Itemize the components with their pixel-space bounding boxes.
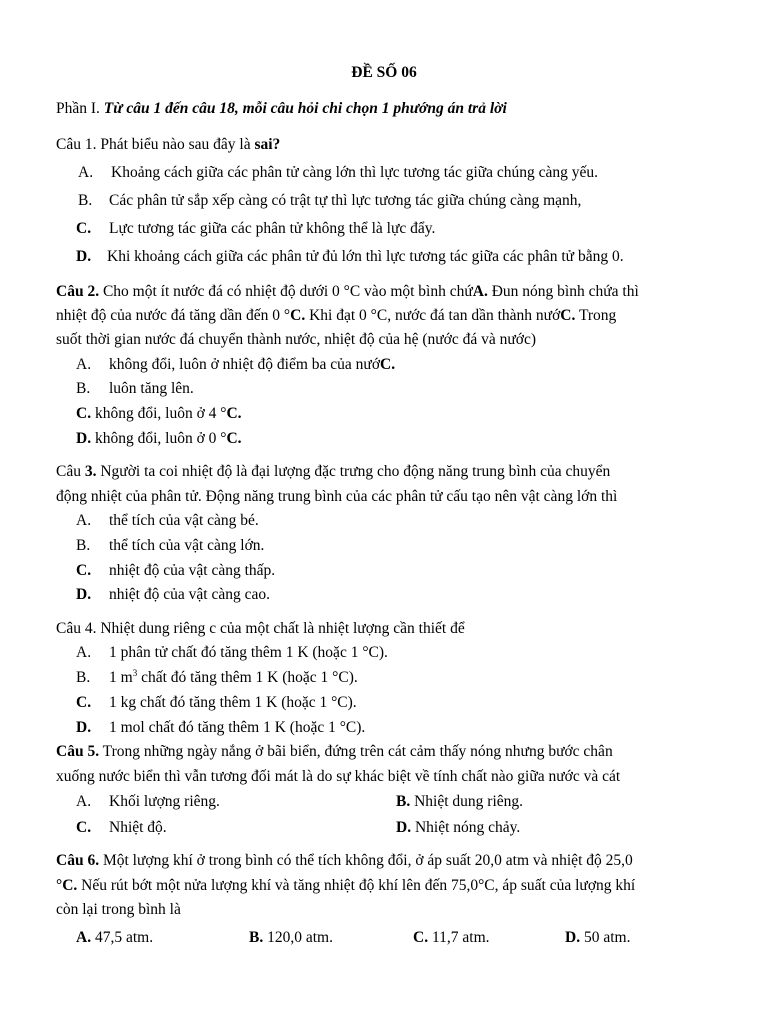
option-letter: B. (76, 380, 91, 397)
option-text: Nhiệt dung riêng. (410, 793, 524, 810)
q5-option-b (396, 792, 523, 812)
q1-option-a (78, 163, 599, 183)
q2-text: Cho một ít nước đá có nhiệt độ dưới 0 °C vào một bình chứ (99, 283, 473, 300)
q5-option-d (396, 818, 520, 838)
q2-text: Trong (575, 307, 617, 324)
q2-bold: C. (290, 307, 306, 324)
option-text: Lực tương tác giữa các phân tử không thể là lực đẩy. (109, 220, 436, 237)
option-text: không đổi, luôn ở 4 ° (91, 405, 227, 422)
q1-option-c (76, 219, 436, 239)
q3-text: Người ta coi nhiệt độ là đại lượng đặc trưng cho động năng trung bình của chuyển (96, 463, 611, 480)
q3-prefix: Câu (56, 463, 85, 480)
q5-text: Trong những ngày nắng ở bãi biển, đứng trên cát cảm thấy nóng nhưng bước chân (99, 743, 613, 760)
q4-stem: Câu 4. Nhiệt dung riêng c của một chất là nhiệt lượng cần thiết để (56, 620, 465, 637)
q2-option-d (76, 429, 242, 449)
option-letter: A. (76, 356, 92, 373)
q6-line-3: còn lại trong bình là (56, 901, 181, 918)
option-text: không đổi, luôn ở 0 ° (91, 430, 227, 447)
q6-text: Nếu rút bớt một nửa lượng khí và tăng nhiệt độ khí lên đến 75,0°C, áp suất của lượng khí (77, 877, 636, 894)
option-text: 11,7 atm. (428, 929, 490, 946)
option-text: 1 m (109, 669, 133, 686)
q1-stem-text: Câu 1. Phát biểu nào sau đây là (56, 136, 255, 153)
option-text: thể tích của vật càng lớn. (109, 537, 265, 554)
page-title: ĐỀ SỐ 06 (351, 64, 417, 81)
option-letter: C. (76, 405, 92, 422)
q4-option-c (76, 693, 357, 713)
option-letter: D. (76, 586, 92, 603)
q3-option-d (76, 585, 270, 605)
option-text: 1 phân tử chất đó tăng thêm 1 K (hoặc 1 °C). (109, 644, 388, 661)
option-text: Nhiệt độ. (109, 819, 167, 836)
q6-option-b (249, 928, 333, 948)
part1-prefix: Phần I. (56, 100, 104, 117)
q2-line-3: suốt thời gian nước đá chuyển thành nước, nhiệt độ của hệ (nước đá và nước) (56, 331, 537, 348)
q2-text: Đun nóng bình chứa thì (487, 283, 639, 300)
part1-heading (56, 99, 507, 119)
q1-option-b (78, 191, 582, 211)
option-letter: A. (76, 644, 92, 661)
q6-option-a (76, 928, 153, 948)
q6-bold: °C. (56, 877, 78, 894)
option-text: chất đó tăng thêm 1 K (hoặc 1 °C). (137, 669, 358, 686)
q4-option-b (76, 668, 358, 688)
q6-line-1 (56, 851, 633, 871)
option-letter: D. (565, 929, 581, 946)
option-letter: A. (76, 929, 92, 946)
option-text-wrap (109, 668, 358, 688)
option-letter: C. (413, 929, 429, 946)
option-text: Các phân tử sắp xếp càng có trật tự thì lực tương tác giữa chúng càng mạnh, (109, 192, 582, 209)
q5-option-a (76, 792, 220, 812)
q2-option-c (76, 404, 242, 424)
option-letter: B. (76, 537, 91, 554)
option-text-wrap (109, 355, 395, 375)
q2-text: nhiệt độ của nước đá tăng dần đến 0 ° (56, 307, 291, 324)
q3-line-2: động nhiệt của phân tử. Động năng trung bình của các phân tử cấu tạo nên vật càng lớn thì (56, 488, 618, 505)
q1-option-d (76, 247, 624, 267)
option-letter: D. (76, 430, 92, 447)
option-text: Khối lượng riêng. (109, 793, 220, 810)
q2-line-2 (56, 306, 616, 326)
q3-option-a (76, 511, 259, 531)
option-letter: A. (76, 512, 92, 529)
option-letter: C. (76, 819, 92, 836)
option-text: Khi khoảng cách giữa các phân tử đủ lớn thì lực tương tác giữa các phân tử bằng 0. (107, 248, 624, 265)
option-letter: D. (76, 248, 92, 265)
q5-line-2: xuống nước biển thì vẫn tương đối mát là do sự khác biệt về tính chất nào giữa nước và cát (56, 768, 621, 785)
option-text: Nhiệt nóng chảy. (411, 819, 521, 836)
q5-line-1 (56, 742, 613, 762)
q6-text: Một lượng khí ở trong bình có thể tích không đổi, ở áp suất 20,0 atm và nhiệt độ 25,0 (99, 852, 633, 869)
q2-option-b (76, 379, 194, 399)
option-letter: C. (76, 220, 92, 237)
option-text: 1 mol chất đó tăng thêm 1 K (hoặc 1 °C). (109, 719, 366, 736)
q2-bold: C. (560, 307, 576, 324)
q3-number: 3. (84, 463, 97, 480)
q4-option-a (76, 643, 388, 663)
option-text: 1 kg chất đó tăng thêm 1 K (hoặc 1 °C). (109, 694, 357, 711)
option-tail: C. (226, 430, 242, 447)
option-letter: A. (76, 793, 92, 810)
option-text: thể tích của vật càng bé. (109, 512, 259, 529)
option-letter: A. (78, 164, 94, 181)
q6-option-c (413, 928, 490, 948)
q5-option-c (76, 818, 167, 838)
option-text: nhiệt độ của vật càng cao. (109, 586, 270, 603)
q1-stem-bold: sai? (254, 136, 281, 153)
q2-line-1 (56, 282, 639, 302)
q1-stem (56, 135, 280, 155)
option-text: nhiệt độ của vật càng thấp. (109, 562, 276, 579)
option-tail: C. (380, 356, 396, 373)
option-letter: D. (396, 819, 412, 836)
q6-option-d (565, 928, 630, 948)
option-text: 50 atm. (580, 929, 631, 946)
option-text: không đổi, luôn ở nhiệt độ điểm ba của nướ (109, 356, 381, 373)
option-text: 120,0 atm. (263, 929, 333, 946)
option-letter: C. (76, 694, 92, 711)
option-text: Khoảng cách giữa các phân tử càng lớn thì lực tương tác giữa chúng càng yếu. (111, 164, 599, 181)
q2-bold: A. (472, 283, 488, 300)
superscript: 3 (132, 668, 138, 678)
q6-line-2 (56, 876, 635, 896)
option-text: 47,5 atm. (91, 929, 154, 946)
q6-number: Câu 6. (56, 852, 100, 869)
option-letter: B. (78, 192, 93, 209)
q2-option-a (76, 355, 396, 375)
option-letter: C. (76, 562, 92, 579)
option-text: luôn tăng lên. (109, 380, 194, 397)
q2-text: Khi đạt 0 °C, nước đá tan dần thành nướ (305, 307, 561, 324)
option-tail: C. (226, 405, 242, 422)
part1-instruction: Từ câu 1 đến câu 18, mỗi câu hỏi chi chọn 1 phướng án trả lời (103, 100, 507, 117)
option-letter: D. (76, 719, 92, 736)
q3-line-1 (56, 462, 610, 482)
option-letter: B. (396, 793, 411, 810)
q4-option-d (76, 718, 366, 738)
option-letter: B. (249, 929, 264, 946)
q5-number: Câu 5. (56, 743, 100, 760)
option-letter: B. (76, 669, 91, 686)
q3-option-b (76, 536, 265, 556)
q3-option-c (76, 561, 276, 581)
q2-number: Câu 2. (56, 283, 100, 300)
